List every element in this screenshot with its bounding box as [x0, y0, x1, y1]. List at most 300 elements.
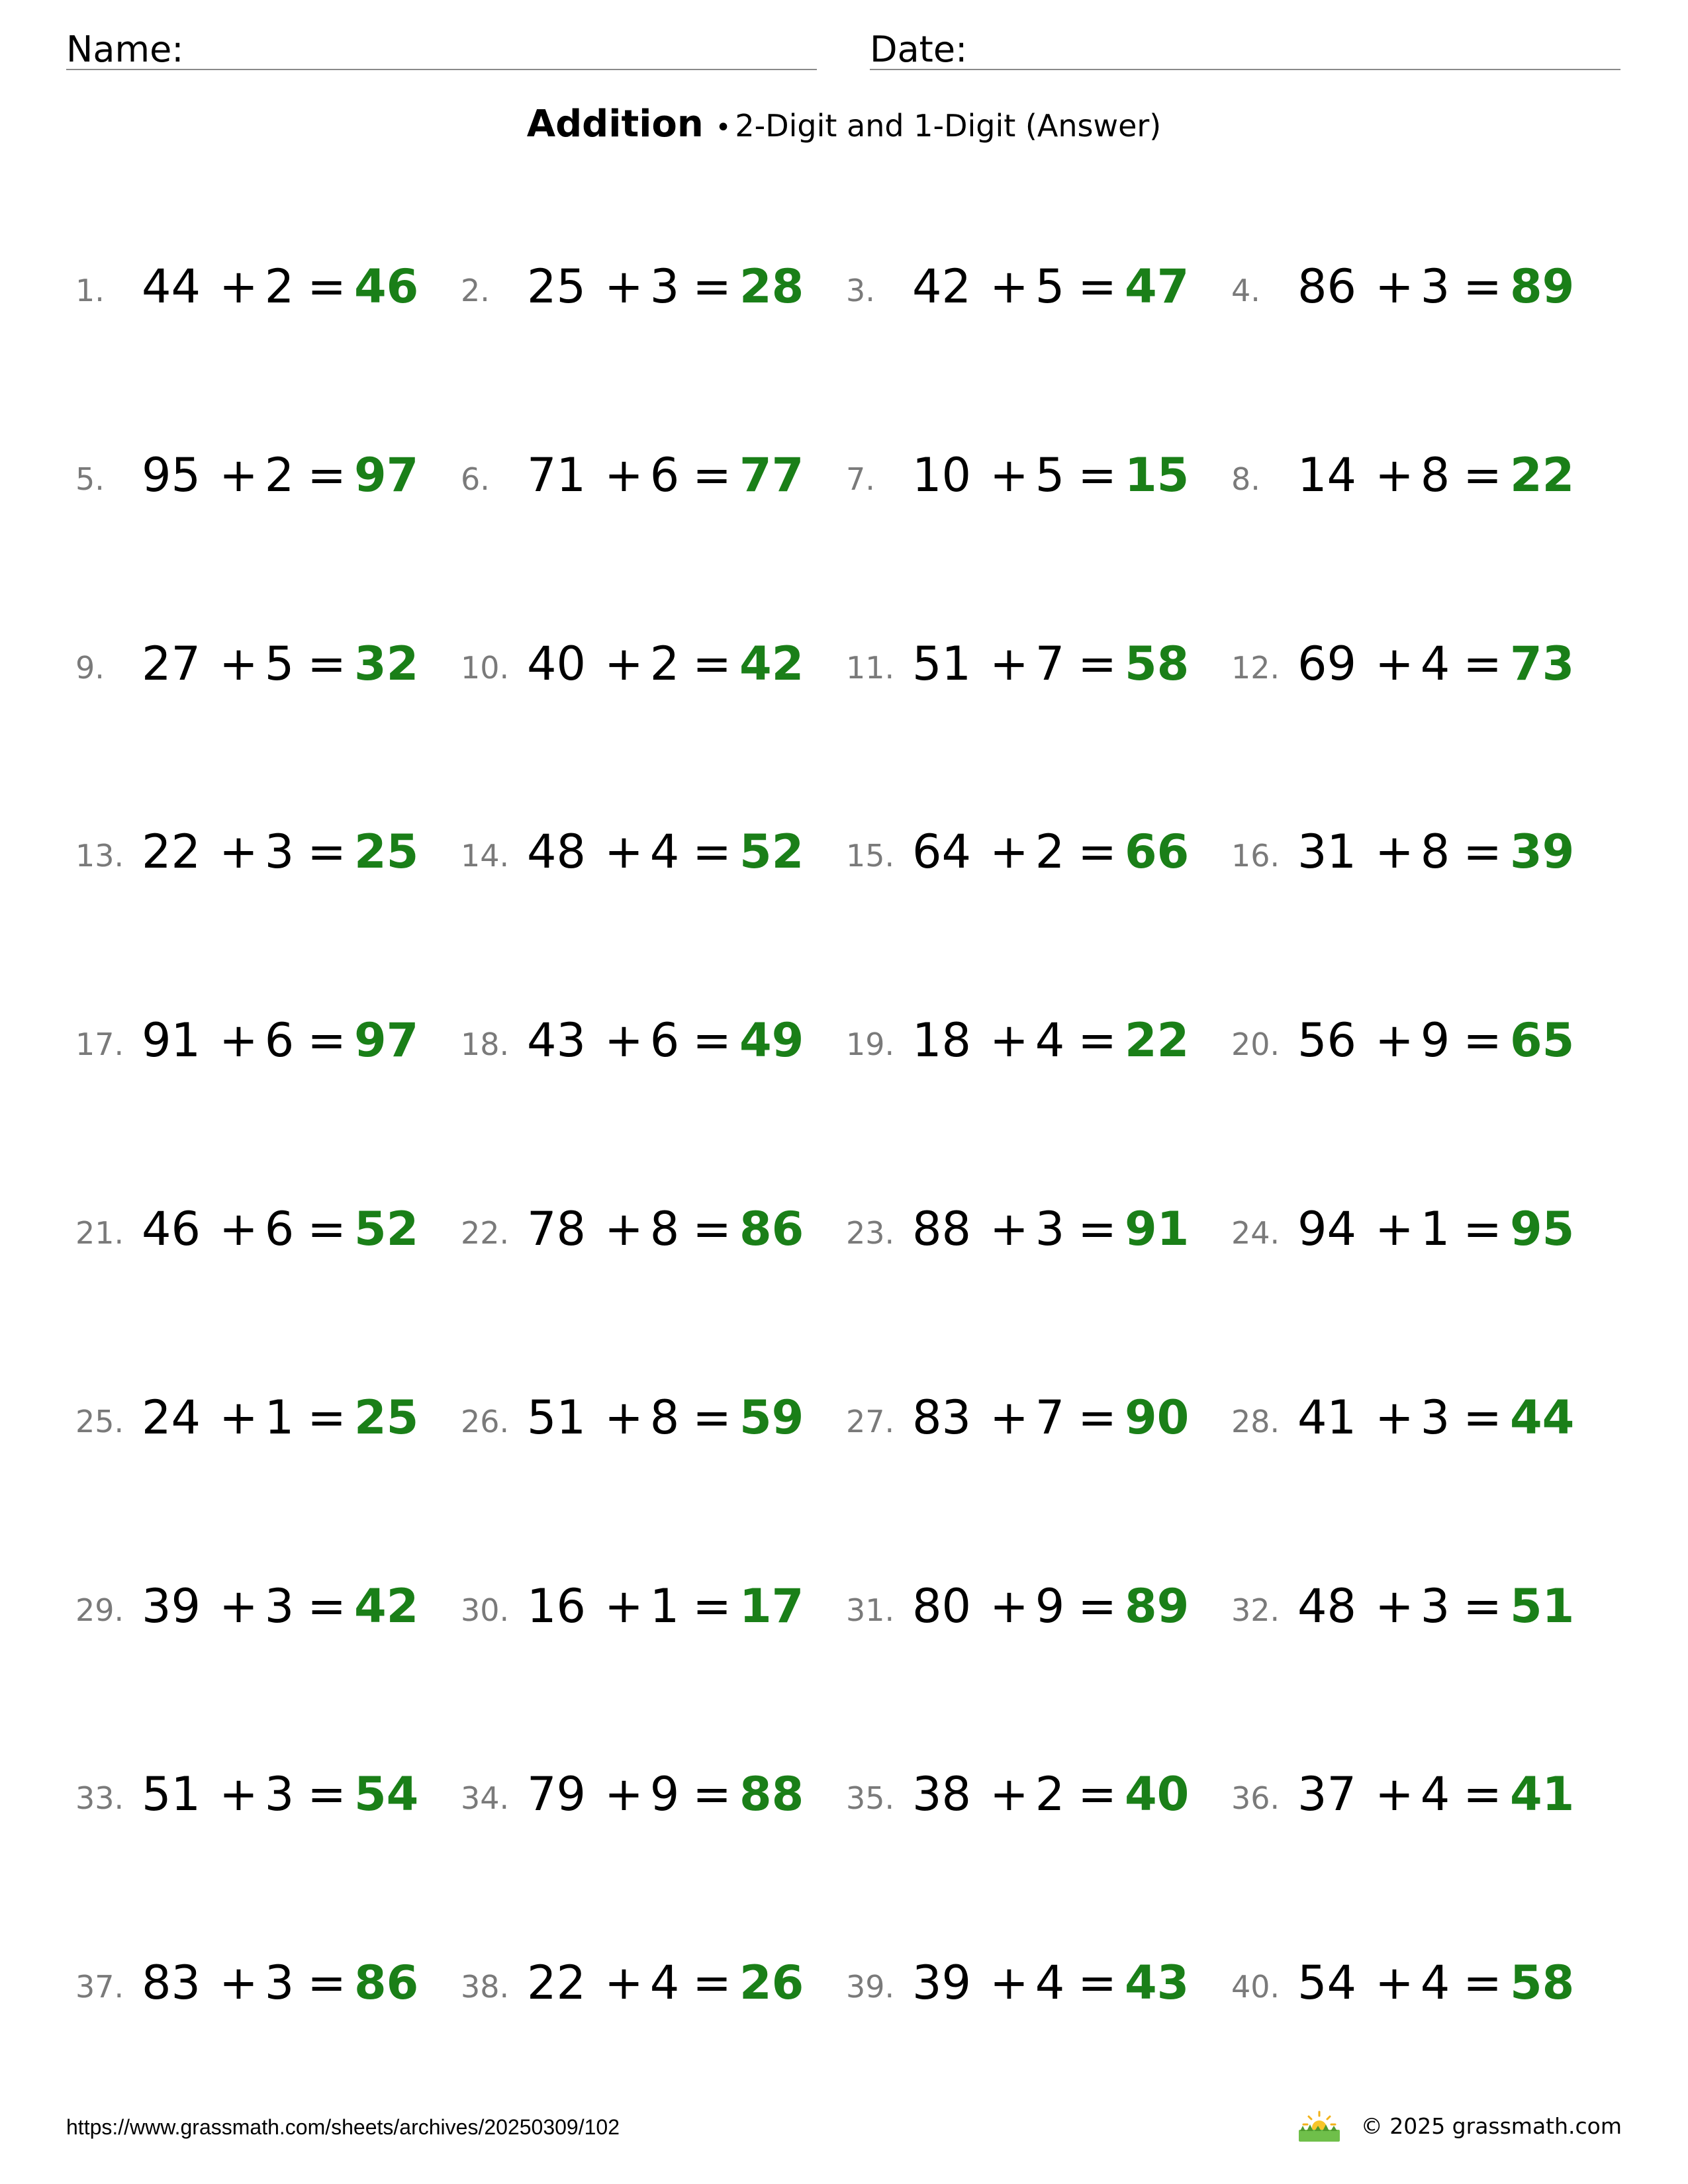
equals-sign: = — [692, 1579, 731, 1633]
plus-sign: + — [1375, 637, 1414, 691]
addend-a: 48 — [1297, 1579, 1357, 1633]
problem-expression — [527, 448, 804, 502]
addend-b: 3 — [264, 1579, 295, 1633]
equals-sign: = — [1078, 1390, 1117, 1445]
equals-sign: = — [307, 1013, 346, 1068]
problem-item — [451, 635, 822, 702]
problem-item — [1222, 635, 1593, 702]
problem-number: 40. — [1231, 1969, 1280, 2005]
title-main: Addition — [526, 103, 704, 146]
problem-expression — [142, 825, 419, 879]
equals-sign: = — [307, 1767, 346, 1821]
addend-a: 14 — [1297, 448, 1357, 502]
answer: 86 — [353, 1956, 419, 2010]
equals-sign: = — [1078, 637, 1117, 691]
problem-number: 5. — [75, 461, 105, 497]
problem-number: 22. — [461, 1215, 510, 1251]
date-label: Date: — [870, 28, 968, 70]
problem-item — [451, 447, 822, 513]
plus-sign: + — [990, 1767, 1029, 1821]
problem-number: 17. — [75, 1026, 124, 1062]
equals-sign: = — [692, 1202, 731, 1256]
plus-sign: + — [219, 1013, 258, 1068]
problem-number: 1. — [75, 273, 105, 308]
addend-b: 9 — [649, 1767, 680, 1821]
problem-expression — [142, 1013, 419, 1068]
problem-expression — [527, 1579, 804, 1633]
problem-number: 20. — [1231, 1026, 1280, 1062]
problem-expression — [912, 1013, 1190, 1068]
equals-sign: = — [307, 825, 346, 879]
problem-item — [837, 258, 1207, 324]
problem-expression — [142, 1579, 419, 1633]
addend-a: 79 — [527, 1767, 586, 1821]
problem-expression — [1297, 1390, 1575, 1445]
problem-item — [1222, 258, 1593, 324]
addend-b: 1 — [649, 1579, 680, 1633]
problem-expression — [912, 259, 1190, 314]
addend-b: 8 — [649, 1390, 680, 1445]
name-label: Name: — [66, 28, 184, 70]
addend-b: 6 — [649, 448, 680, 502]
plus-sign: + — [604, 1013, 643, 1068]
problem-number: 39. — [846, 1969, 895, 2005]
problem-number: 38. — [461, 1969, 510, 2005]
answer: 65 — [1509, 1013, 1575, 1068]
problem-item — [66, 1954, 437, 2021]
plus-sign: + — [604, 1956, 643, 2010]
addend-b: 7 — [1035, 1390, 1065, 1445]
answer: 42 — [353, 1579, 419, 1633]
addend-b: 3 — [264, 1956, 295, 2010]
problem-expression — [1297, 259, 1575, 314]
problem-item — [837, 447, 1207, 513]
addend-a: 94 — [1297, 1202, 1357, 1256]
addend-a: 69 — [1297, 637, 1357, 691]
answer: 97 — [353, 448, 419, 502]
equals-sign: = — [1463, 1767, 1502, 1821]
problem-item — [1222, 1389, 1593, 1455]
problem-item — [66, 1201, 437, 1267]
addend-b: 2 — [649, 637, 680, 691]
addend-b: 5 — [1035, 259, 1065, 314]
problem-number: 36. — [1231, 1780, 1280, 1816]
addend-a: 71 — [527, 448, 586, 502]
addend-a: 78 — [527, 1202, 586, 1256]
plus-sign: + — [604, 1579, 643, 1633]
answer: 42 — [739, 637, 804, 691]
answer: 88 — [739, 1767, 804, 1821]
plus-sign: + — [1375, 259, 1414, 314]
problem-item — [837, 1766, 1207, 1832]
addend-b: 7 — [1035, 637, 1065, 691]
addend-b: 2 — [264, 448, 295, 502]
answer: 66 — [1124, 825, 1190, 879]
equals-sign: = — [307, 637, 346, 691]
equals-sign: = — [692, 1956, 731, 2010]
addend-b: 4 — [1035, 1956, 1065, 2010]
addend-b: 2 — [1035, 825, 1065, 879]
plus-sign: + — [219, 1579, 258, 1633]
plus-sign: + — [604, 825, 643, 879]
problem-item — [66, 258, 437, 324]
plus-sign: + — [990, 1013, 1029, 1068]
addend-b: 4 — [649, 1956, 680, 2010]
addend-a: 88 — [912, 1202, 972, 1256]
plus-sign: + — [604, 1767, 643, 1821]
addend-a: 48 — [527, 825, 586, 879]
problem-item — [66, 1766, 437, 1832]
problem-expression — [912, 825, 1190, 879]
addend-b: 3 — [264, 825, 295, 879]
addend-a: 18 — [912, 1013, 972, 1068]
problem-item — [451, 1766, 822, 1832]
problem-item — [1222, 447, 1593, 513]
problem-expression — [527, 1956, 804, 2010]
problem-item — [66, 1578, 437, 1644]
answer: 89 — [1124, 1579, 1190, 1633]
plus-sign: + — [219, 1767, 258, 1821]
equals-sign: = — [1078, 1767, 1117, 1821]
problem-number: 23. — [846, 1215, 895, 1251]
problem-expression — [1297, 825, 1575, 879]
addend-a: 64 — [912, 825, 972, 879]
problem-expression — [527, 1013, 804, 1068]
problem-item — [837, 635, 1207, 702]
problem-expression — [142, 1956, 419, 2010]
plus-sign: + — [1375, 1013, 1414, 1068]
problem-item — [66, 635, 437, 702]
answer: 52 — [739, 825, 804, 879]
name-field[interactable] — [66, 25, 817, 70]
problem-expression — [1297, 1202, 1575, 1256]
problem-expression — [1297, 448, 1575, 502]
answer: 28 — [739, 259, 804, 314]
addend-a: 37 — [1297, 1767, 1357, 1821]
problem-number: 30. — [461, 1592, 510, 1628]
equals-sign: = — [1078, 1202, 1117, 1256]
addend-a: 54 — [1297, 1956, 1357, 2010]
answer: 91 — [1124, 1202, 1190, 1256]
addend-a: 40 — [527, 637, 586, 691]
plus-sign: + — [990, 259, 1029, 314]
addend-b: 3 — [1420, 1390, 1450, 1445]
answer: 46 — [353, 259, 419, 314]
equals-sign: = — [1463, 448, 1502, 502]
problem-item — [451, 1578, 822, 1644]
addend-a: 43 — [527, 1013, 586, 1068]
problem-number: 12. — [1231, 650, 1280, 686]
problem-number: 14. — [461, 838, 510, 874]
plus-sign: + — [1375, 1956, 1414, 2010]
answer: 59 — [739, 1390, 804, 1445]
addend-b: 9 — [1035, 1579, 1065, 1633]
equals-sign: = — [1078, 259, 1117, 314]
plus-sign: + — [1375, 1202, 1414, 1256]
problem-number: 10. — [461, 650, 510, 686]
problem-expression — [1297, 637, 1575, 691]
addend-b: 2 — [264, 259, 295, 314]
problem-item — [451, 823, 822, 889]
addend-a: 44 — [142, 259, 201, 314]
problem-number: 29. — [75, 1592, 124, 1628]
answer: 58 — [1509, 1956, 1575, 2010]
plus-sign: + — [1375, 1390, 1414, 1445]
equals-sign: = — [1078, 1956, 1117, 2010]
plus-sign: + — [1375, 1579, 1414, 1633]
answer: 86 — [739, 1202, 804, 1256]
answer: 89 — [1509, 259, 1575, 314]
plus-sign: + — [990, 1390, 1029, 1445]
plus-sign: + — [990, 637, 1029, 691]
equals-sign: = — [692, 825, 731, 879]
addend-b: 8 — [1420, 825, 1450, 879]
plus-sign: + — [1375, 448, 1414, 502]
problem-number: 13. — [75, 838, 124, 874]
addend-a: 10 — [912, 448, 972, 502]
equals-sign: = — [1463, 1202, 1502, 1256]
title-subtitle: 2-Digit and 1-Digit (Answer) — [735, 108, 1162, 144]
addend-a: 25 — [527, 259, 586, 314]
addend-a: 51 — [527, 1390, 586, 1445]
equals-sign: = — [692, 637, 731, 691]
problem-expression — [142, 259, 419, 314]
problem-expression — [912, 1579, 1190, 1633]
problem-number: 28. — [1231, 1404, 1280, 1439]
answer: 52 — [353, 1202, 419, 1256]
problem-number: 3. — [846, 273, 875, 308]
problem-number: 9. — [75, 650, 105, 686]
answer: 49 — [739, 1013, 804, 1068]
problem-expression — [912, 448, 1190, 502]
problem-expression — [142, 1767, 419, 1821]
plus-sign: + — [1375, 825, 1414, 879]
problem-expression — [527, 1767, 804, 1821]
addend-b: 3 — [649, 259, 680, 314]
problem-expression — [527, 825, 804, 879]
problem-item — [837, 1954, 1207, 2021]
answer: 73 — [1509, 637, 1575, 691]
plus-sign: + — [990, 825, 1029, 879]
answer: 47 — [1124, 259, 1190, 314]
problem-number: 27. — [846, 1404, 895, 1439]
problem-item — [1222, 1578, 1593, 1644]
addend-a: 46 — [142, 1202, 201, 1256]
copyright-text: © 2025 grassmath.com — [1360, 2113, 1622, 2139]
problem-item — [1222, 823, 1593, 889]
problem-item — [1222, 1766, 1593, 1832]
addend-a: 91 — [142, 1013, 201, 1068]
problem-number: 18. — [461, 1026, 510, 1062]
addend-b: 9 — [1420, 1013, 1450, 1068]
problem-number: 7. — [846, 461, 875, 497]
answer: 17 — [739, 1579, 804, 1633]
problem-number: 21. — [75, 1215, 124, 1251]
problem-item — [451, 1012, 822, 1078]
plus-sign: + — [604, 1390, 643, 1445]
addend-a: 16 — [527, 1579, 586, 1633]
problem-item — [837, 1012, 1207, 1078]
problem-item — [66, 823, 437, 889]
problem-number: 4. — [1231, 273, 1260, 308]
answer: 15 — [1124, 448, 1190, 502]
answer: 43 — [1124, 1956, 1190, 2010]
problem-number: 2. — [461, 273, 490, 308]
problem-number: 16. — [1231, 838, 1280, 874]
problem-item — [66, 1389, 437, 1455]
problem-expression — [527, 1202, 804, 1256]
plus-sign: + — [604, 637, 643, 691]
problem-expression — [912, 1956, 1190, 2010]
footer-url: https://www.grassmath.com/sheets/archives/20250309/102 — [66, 2115, 620, 2139]
addend-a: 39 — [912, 1956, 972, 2010]
answer: 41 — [1509, 1767, 1575, 1821]
problem-number: 33. — [75, 1780, 124, 1816]
plus-sign: + — [990, 448, 1029, 502]
problem-expression — [1297, 1013, 1575, 1068]
answer: 51 — [1509, 1579, 1575, 1633]
addend-a: 80 — [912, 1579, 972, 1633]
problem-expression — [142, 1390, 419, 1445]
problem-expression — [912, 1767, 1190, 1821]
equals-sign: = — [1078, 825, 1117, 879]
problem-number: 37. — [75, 1969, 124, 2005]
problem-number: 35. — [846, 1780, 895, 1816]
plus-sign: + — [219, 1956, 258, 2010]
problem-number: 15. — [846, 838, 895, 874]
answer: 44 — [1509, 1390, 1575, 1445]
addend-a: 39 — [142, 1579, 201, 1633]
answer: 77 — [739, 448, 804, 502]
addend-a: 22 — [142, 825, 201, 879]
addend-b: 4 — [1420, 1767, 1450, 1821]
equals-sign: = — [692, 259, 731, 314]
equals-sign: = — [1463, 1390, 1502, 1445]
addend-a: 83 — [912, 1390, 972, 1445]
problem-expression — [527, 637, 804, 691]
problem-item — [451, 1201, 822, 1267]
problem-expression — [527, 1390, 804, 1445]
addend-b: 6 — [264, 1013, 295, 1068]
addend-b: 6 — [264, 1202, 295, 1256]
problem-expression — [527, 259, 804, 314]
problem-expression — [912, 1390, 1190, 1445]
problem-item — [1222, 1201, 1593, 1267]
problem-item — [66, 447, 437, 513]
title-bullet: • — [715, 113, 731, 143]
problem-item — [837, 1389, 1207, 1455]
equals-sign: = — [1463, 1013, 1502, 1068]
problem-expression — [912, 637, 1190, 691]
problem-number: 19. — [846, 1026, 895, 1062]
addend-b: 4 — [1420, 1956, 1450, 2010]
answer: 25 — [353, 825, 419, 879]
answer: 97 — [353, 1013, 419, 1068]
problem-item — [837, 823, 1207, 889]
problem-number: 31. — [846, 1592, 895, 1628]
problem-expression — [1297, 1579, 1575, 1633]
addend-a: 51 — [142, 1767, 201, 1821]
date-field[interactable] — [870, 25, 1620, 70]
problem-item — [1222, 1012, 1593, 1078]
problem-number: 34. — [461, 1780, 510, 1816]
addend-a: 42 — [912, 259, 972, 314]
problem-expression — [142, 1202, 419, 1256]
addend-b: 5 — [1035, 448, 1065, 502]
problem-item — [451, 1389, 822, 1455]
problem-item — [837, 1578, 1207, 1644]
equals-sign: = — [307, 1202, 346, 1256]
addend-b: 6 — [649, 1013, 680, 1068]
equals-sign: = — [307, 259, 346, 314]
problem-number: 11. — [846, 650, 895, 686]
plus-sign: + — [604, 448, 643, 502]
addend-a: 22 — [527, 1956, 586, 2010]
plus-sign: + — [990, 1956, 1029, 2010]
equals-sign: = — [307, 1390, 346, 1445]
addend-a: 38 — [912, 1767, 972, 1821]
plus-sign: + — [219, 825, 258, 879]
equals-sign: = — [692, 448, 731, 502]
addend-b: 2 — [1035, 1767, 1065, 1821]
plus-sign: + — [219, 1390, 258, 1445]
plus-sign: + — [219, 637, 258, 691]
problem-number: 26. — [461, 1404, 510, 1439]
answer: 58 — [1124, 637, 1190, 691]
plus-sign: + — [219, 1202, 258, 1256]
addend-b: 1 — [264, 1390, 295, 1445]
footer-brand — [1296, 2110, 1622, 2142]
addend-b: 1 — [1420, 1202, 1450, 1256]
problem-number: 6. — [461, 461, 490, 497]
answer: 25 — [353, 1390, 419, 1445]
plus-sign: + — [604, 259, 643, 314]
answer: 54 — [353, 1767, 419, 1821]
equals-sign: = — [1463, 637, 1502, 691]
problem-number: 24. — [1231, 1215, 1280, 1251]
equals-sign: = — [307, 1956, 346, 2010]
plus-sign: + — [1375, 1767, 1414, 1821]
equals-sign: = — [1463, 259, 1502, 314]
addend-a: 41 — [1297, 1390, 1357, 1445]
addend-b: 3 — [1420, 259, 1450, 314]
problem-number: 8. — [1231, 461, 1260, 497]
worksheet-title — [0, 103, 1688, 146]
problem-expression — [1297, 1767, 1575, 1821]
problem-expression — [142, 448, 419, 502]
equals-sign: = — [692, 1390, 731, 1445]
problem-expression — [1297, 1956, 1575, 2010]
addend-a: 31 — [1297, 825, 1357, 879]
addend-a: 56 — [1297, 1013, 1357, 1068]
plus-sign: + — [990, 1579, 1029, 1633]
addend-a: 83 — [142, 1956, 201, 2010]
equals-sign: = — [1463, 1956, 1502, 2010]
equals-sign: = — [1078, 448, 1117, 502]
addend-b: 4 — [1035, 1013, 1065, 1068]
equals-sign: = — [1078, 1013, 1117, 1068]
addend-b: 4 — [649, 825, 680, 879]
equals-sign: = — [692, 1767, 731, 1821]
answer: 32 — [353, 637, 419, 691]
addend-a: 27 — [142, 637, 201, 691]
answer: 39 — [1509, 825, 1575, 879]
addend-b: 5 — [264, 637, 295, 691]
problem-item — [451, 258, 822, 324]
addend-a: 95 — [142, 448, 201, 502]
addend-b: 8 — [1420, 448, 1450, 502]
problem-number: 32. — [1231, 1592, 1280, 1628]
